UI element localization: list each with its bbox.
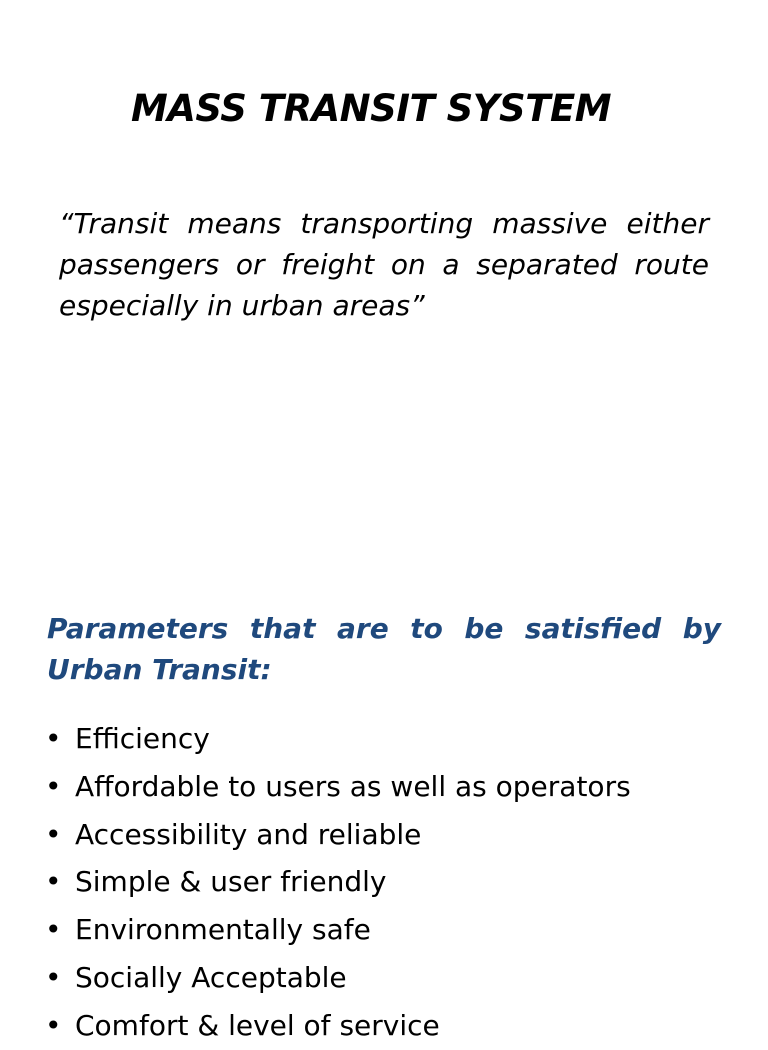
bullet-icon: • (45, 722, 62, 755)
list-item (40, 858, 631, 906)
list-item (40, 906, 631, 954)
parameters-list (40, 715, 631, 1050)
slide-title: MASS TRANSIT SYSTEM (130, 87, 612, 130)
list-item-label: Simple & user friendly (75, 865, 387, 899)
list-item-label: Environmentally safe (75, 913, 371, 947)
list-item (40, 715, 631, 763)
list-item-label: Socially Acceptable (75, 960, 347, 994)
bullet-icon: • (45, 960, 62, 994)
bullet-icon: • (45, 817, 62, 851)
bullet-icon: • (45, 865, 62, 899)
list-item-label: Efficiency (75, 722, 210, 755)
list-item (40, 954, 631, 1002)
bullet-icon: • (45, 1008, 62, 1042)
list-item-label: Affordable to users as well as operators (75, 769, 631, 803)
list-item-label: Comfort & level of service (75, 1008, 440, 1042)
bullet-icon: • (45, 769, 62, 803)
list-item (40, 1002, 631, 1050)
list-item (40, 811, 631, 859)
bullet-icon: • (45, 913, 62, 947)
list-item-label: Accessibility and reliable (75, 817, 422, 851)
parameters-heading: Parameters that are to be satisfied by Urban Transit: (47, 612, 721, 686)
transit-definition-quote: “Transit means transporting massive either passengers or freight on a separated route especially in urban areas” (59, 207, 709, 322)
list-item (40, 763, 631, 811)
